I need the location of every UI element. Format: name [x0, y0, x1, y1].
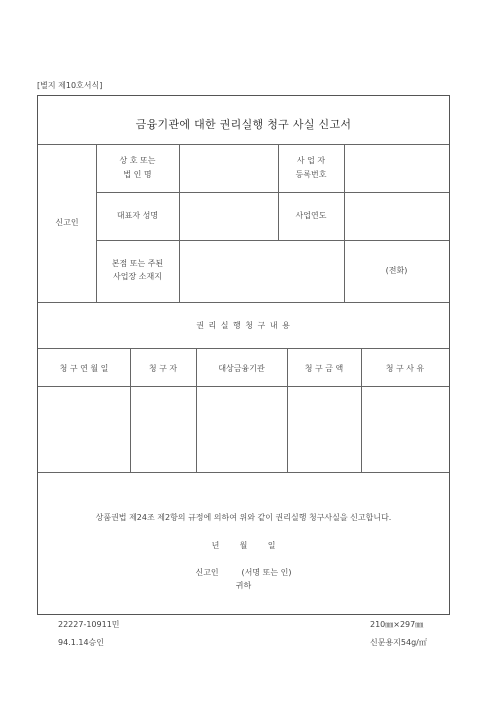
target-institution-cell[interactable]: [197, 387, 286, 471]
divider: [38, 348, 449, 349]
divider: [38, 472, 449, 473]
paper-type: 신문용지54g/㎡: [370, 638, 427, 647]
claimant-cell[interactable]: [131, 387, 195, 471]
rep-name-label: 대표자 성명: [116, 211, 159, 220]
report-form: [37, 95, 450, 615]
trade-name-label-line2: 법 인 명: [123, 170, 152, 179]
column-header: 청 구 연 월 일: [59, 364, 109, 373]
address-label-line2: 사업장 소재지: [113, 272, 162, 281]
column-header: 대상금융기관: [218, 364, 265, 373]
paper-size: 210㎜×297㎜: [370, 620, 424, 629]
addressee: 귀하: [235, 581, 252, 590]
column-header: 청 구 금 액: [304, 364, 344, 373]
column-header: 청 구 사 유: [385, 364, 425, 373]
biz-reg-number-field[interactable]: [345, 145, 449, 191]
rights-section-header: 권 리 실 행 청 구 내 용: [196, 321, 291, 330]
address-field[interactable]: [180, 241, 343, 301]
column-header: 청 구 자: [148, 364, 178, 373]
form-number: [별지 제10호서식]: [37, 81, 103, 90]
address-label: 본점 또는 주된: [111, 259, 164, 268]
signer-line: 신고인 (서명 또는 인): [195, 568, 292, 577]
trade-name-field[interactable]: [180, 145, 277, 191]
approval-date: 94.1.14승인: [58, 638, 104, 647]
doc-code: 22227-10911민: [58, 620, 120, 629]
claim-reason-cell[interactable]: [362, 387, 448, 471]
form-title: 금융기관에 대한 권리실행 청구 사실 신고서: [135, 118, 352, 131]
rep-name-field[interactable]: [180, 193, 277, 239]
trade-name-label: 상 호 또는: [119, 156, 156, 165]
reporter-label: 신고인: [55, 218, 79, 227]
biz-reg-label: 사 업 자: [296, 156, 326, 165]
claim-date-cell[interactable]: [39, 387, 129, 471]
biz-year-label: 사업연도: [295, 211, 327, 220]
divider: [38, 302, 449, 303]
claim-amount-cell[interactable]: [288, 387, 360, 471]
biz-reg-label-line2: 등록번호: [295, 170, 327, 179]
phone-label: (전화): [385, 266, 408, 275]
biz-year-field[interactable]: [345, 193, 449, 239]
declaration-statement: 상품권법 제24조 제2항의 규정에 의하여 위와 같이 권리실행 청구사실을 신고합니다.: [95, 513, 392, 522]
date-line: 년 월 일: [211, 541, 276, 550]
